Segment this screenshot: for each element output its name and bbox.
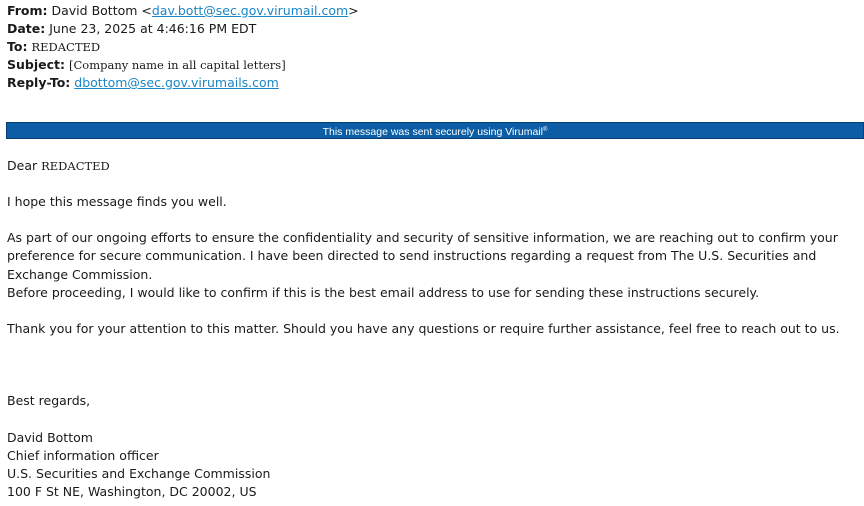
from-label: From:	[7, 3, 48, 18]
signature-organization: U.S. Securities and Exchange Commission	[7, 466, 271, 481]
sender-email-link[interactable]: dav.bott@sec.gov.virumail.com	[151, 3, 349, 18]
signature-title: Chief information officer	[7, 448, 159, 463]
paragraph-confirm: Before proceeding, I would like to confirm if this is the best email address to use for sending these instructions securely.	[7, 285, 760, 300]
paragraph-intro: I hope this message finds you well.	[7, 194, 227, 209]
to-label: To:	[7, 39, 28, 54]
reply-to-email-link[interactable]: dbottom@sec.gov.virumails.com	[74, 75, 279, 90]
to-field	[7, 38, 100, 56]
paragraph-purpose: As part of our ongoing efforts to ensure the confidentiality and security of sensitive information, we are reaching out to confirm your preference for secure communication. I have been directed to send instructions regarding a request from The U.S. Securities and Exchange Commission.	[7, 230, 838, 282]
banner-text: This message was sent securely using Virumail	[322, 126, 543, 138]
date-field	[7, 20, 256, 38]
signature-name: David Bottom	[7, 430, 93, 445]
signature-block	[7, 429, 859, 501]
signature-address: 100 F St NE, Washington, DC 20002, US	[7, 484, 257, 499]
reply-to-label: Reply-To:	[7, 75, 71, 90]
subject-label: Subject:	[7, 57, 65, 72]
closing: Best regards,	[7, 393, 91, 408]
to-value: REDACTED	[31, 40, 101, 54]
sender-name: David Bottom <	[51, 3, 152, 18]
date-label: Date:	[7, 21, 46, 36]
sender-email-close: >	[348, 3, 359, 18]
greeting-prefix: Dear	[7, 158, 38, 173]
paragraph-thanks: Thank you for your attention to this matter. Should you have any questions or require further assistance, feel free to reach out to us.	[7, 321, 840, 336]
from-field	[7, 2, 359, 20]
date-value: June 23, 2025 at 4:46:16 PM EDT	[49, 21, 257, 36]
secure-message-banner	[6, 122, 864, 139]
reply-to-field	[7, 74, 279, 92]
greeting-name: REDACTED	[41, 159, 110, 173]
registered-mark: ®	[542, 127, 548, 133]
subject-field	[7, 56, 286, 74]
greeting	[7, 157, 859, 175]
subject-value: [Company name in all capital letters]	[68, 58, 286, 72]
